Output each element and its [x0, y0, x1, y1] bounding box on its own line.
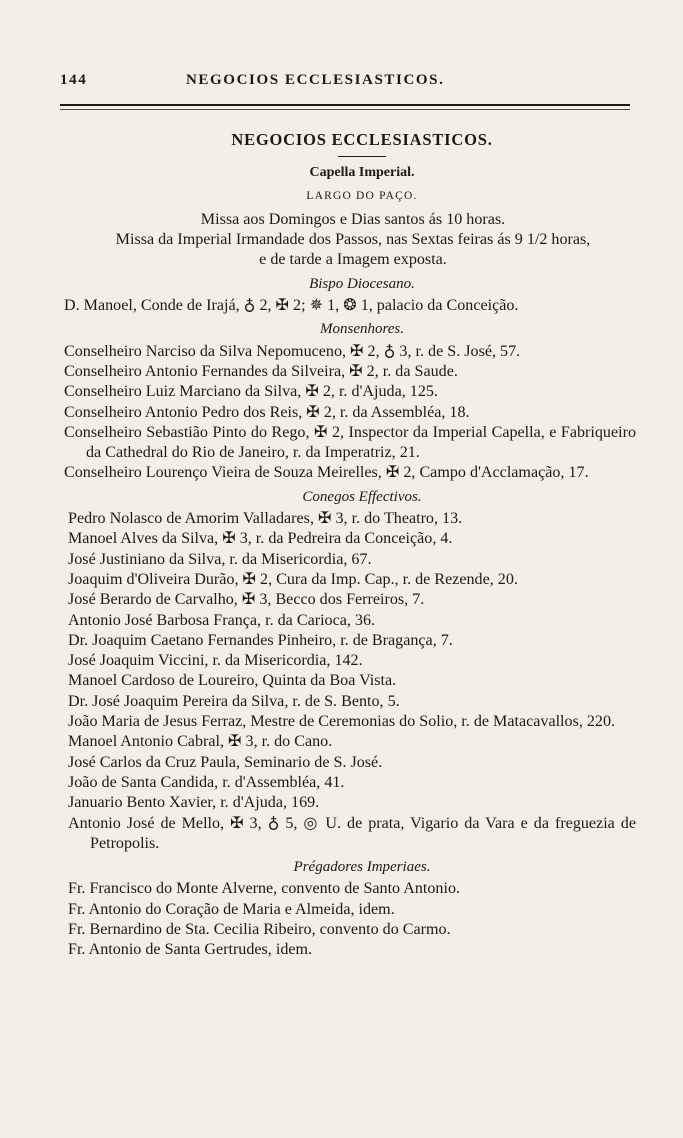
mass-time-line: Missa da Imperial Irmandade dos Passos, nas Sextas feiras ás 9 1/2 horas, — [115, 231, 591, 249]
monsenhor-entry: Conselheiro Antonio Fernandes da Silveira, ✠ 2, r. da Saude. — [64, 362, 458, 380]
conego-entry: João de Santa Candida, r. d'Assembléa, 41. — [68, 773, 345, 791]
monsenhor-entry: Conselheiro Luiz Marciano da Silva, ✠ 2, r. d'Ajuda, 125. — [64, 383, 438, 401]
conego-entry: Manoel Cardoso de Loureiro, Quinta da Boa Vista. — [68, 672, 397, 690]
running-head — [60, 72, 630, 96]
mass-time-line: e de tarde a Imagem exposta. — [259, 251, 447, 269]
conego-entry: Pedro Nolasco de Amorim Valladares, ✠ 3, r. do Theatro, 13. — [68, 510, 463, 528]
conego-entry: João Maria de Jesus Ferraz, Mestre de Ceremonias do Solio, r. de Matacavallos, 220. — [68, 713, 616, 731]
pregadores-list — [64, 879, 636, 960]
section-title: NEGOCIOS ECCLESIASTICOS. — [231, 130, 493, 149]
monsenhor-entry: Conselheiro Narciso da Silva Nepomuceno, ✠ 2, ♁ 3, r. de S. José, 57. — [64, 342, 521, 360]
conego-entry: Antonio José Barbosa França, r. da Carioca, 36. — [68, 611, 376, 629]
running-title: NEGOCIOS ECCLESIASTICOS. — [186, 72, 445, 88]
header-rule — [60, 104, 630, 106]
header-rule-thin — [60, 109, 630, 110]
conego-entry: Dr. José Joaquim Pereira da Silva, r. de S. Bento, 5. — [68, 692, 400, 710]
monsenhores-heading: Monsenhores. — [319, 321, 405, 338]
pregador-entry: Fr. Francisco do Monte Alverne, convento de Santo Antonio. — [68, 880, 461, 898]
pregador-entry: Fr. Antonio de Santa Gertrudes, idem. — [68, 941, 313, 959]
mass-time-line: Missa aos Domingos e Dias santos ás 10 horas. — [200, 210, 506, 228]
conego-entry: José Joaquim Viccini, r. da Misericordia, 142. — [68, 652, 363, 670]
conego-entry: Antonio José de Mello, ✠ 3, ♁ 5, ◎ U. de prata, Vigario da Vara e da freguezia de Petropolis. — [68, 814, 636, 852]
monsenhor-entry: Conselheiro Lourenço Vieira de Souza Meirelles, ✠ 2, Campo d'Acclamação, 17. — [64, 464, 589, 482]
title-divider — [338, 156, 386, 157]
bishop-heading: Bispo Diocesano. — [309, 275, 415, 292]
conegos-list — [64, 509, 636, 854]
bishop-entry: D. Manoel, Conde de Irajá, ♁ 2, ✠ 2; ✵ 1, ❂ 1, palacio da Conceição. — [64, 297, 519, 315]
chapel-location: LARGO DO PAÇO. — [306, 189, 418, 202]
pregador-entry: Fr. Antonio do Coração de Maria e Almeida, idem. — [68, 900, 395, 918]
conego-entry: Januario Bento Xavier, r. d'Ajuda, 169. — [68, 794, 320, 812]
conego-entry: José Carlos da Cruz Paula, Seminario de S. José. — [68, 753, 383, 771]
conego-entry: Manoel Alves da Silva, ✠ 3, r. da Pedreira da Conceição, 4. — [68, 530, 453, 548]
pregadores-heading: Prégadores Imperiaes. — [293, 859, 431, 876]
conego-entry: José Berardo de Carvalho, ✠ 3, Becco dos Ferreiros, 7. — [68, 591, 425, 609]
chapel-title: Capella Imperial. — [309, 165, 415, 181]
pregador-entry: Fr. Bernardino de Sta. Cecilia Ribeiro, convento do Carmo. — [68, 920, 451, 938]
page-number: 144 — [60, 72, 88, 88]
conego-entry: José Justiniano da Silva, r. da Misericordia, 67. — [68, 550, 372, 568]
conego-entry: Manoel Antonio Cabral, ✠ 3, r. do Cano. — [68, 733, 333, 751]
page-content — [64, 126, 636, 961]
monsenhor-entry: Conselheiro Sebastião Pinto do Rego, ✠ 2, Inspector da Imperial Capella, e Fabriqueiro da Cathedral do Rio de Janeiro, r. da Imperatriz, 21. — [64, 423, 636, 462]
conego-entry: Dr. Joaquim Caetano Fernandes Pinheiro, r. de Bragança, 7. — [68, 631, 453, 649]
conegos-heading: Conegos Effectivos. — [302, 488, 422, 505]
conego-entry: Joaquim d'Oliveira Durão, ✠ 2, Cura da Imp. Cap., r. de Rezende, 20. — [68, 570, 518, 588]
monsenhor-entry: Conselheiro Antonio Pedro dos Reis, ✠ 2, r. da Assembléa, 18. — [64, 403, 470, 421]
